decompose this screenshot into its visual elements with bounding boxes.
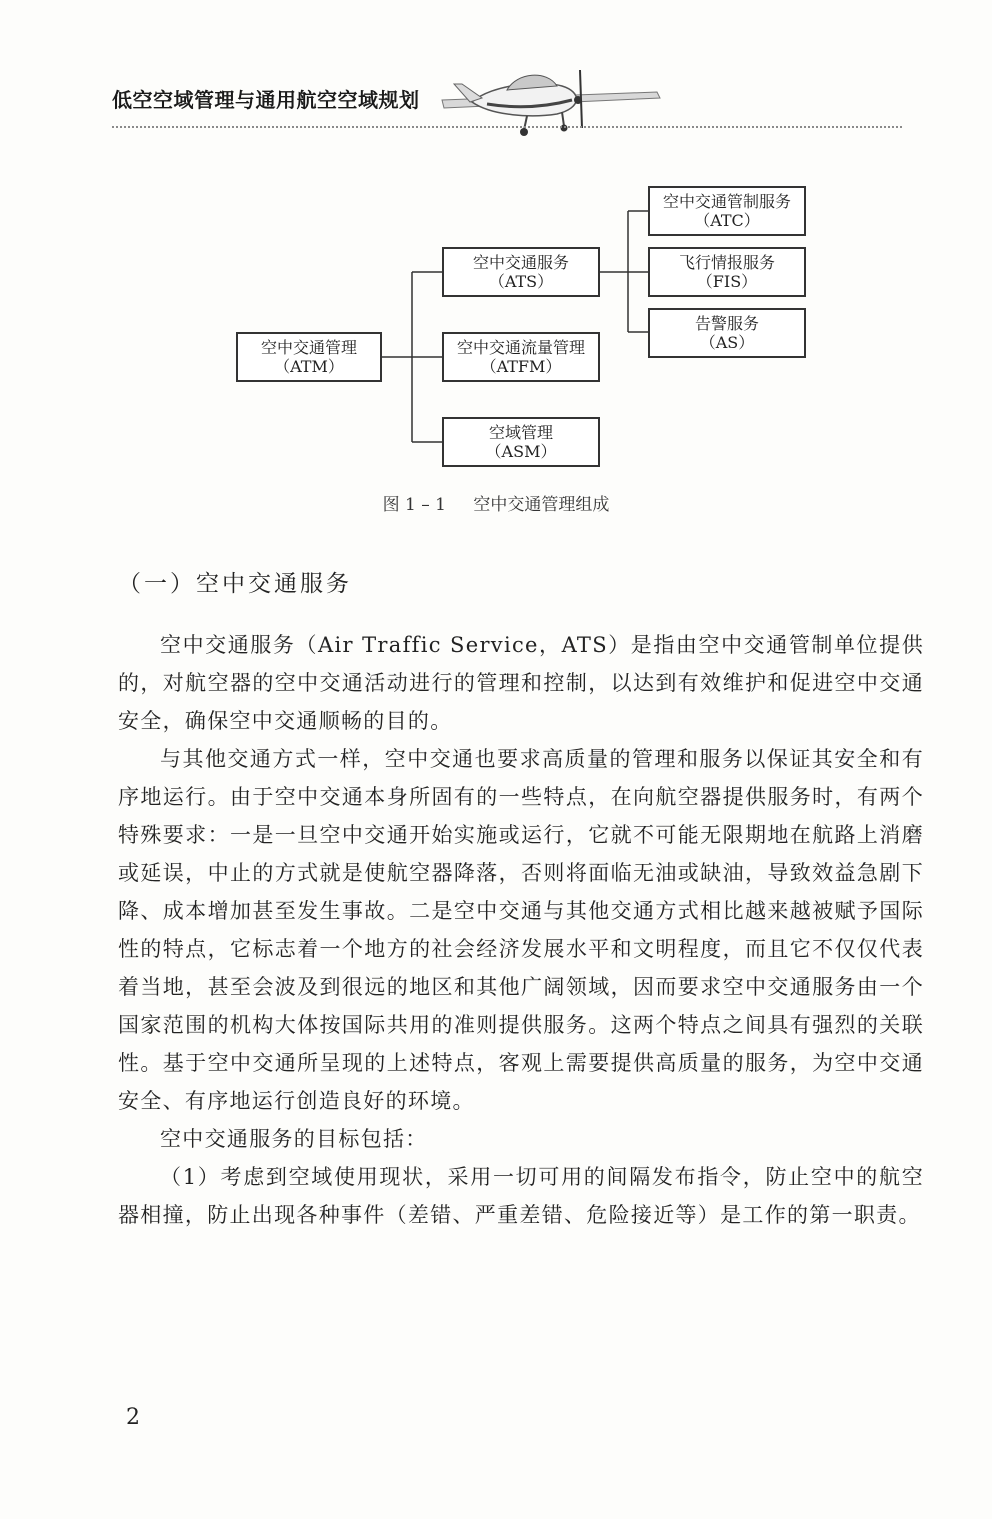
node-atc-name: 空中交通管制服务 <box>662 192 791 211</box>
node-atfm-abbr: （ATFM） <box>480 357 562 376</box>
paragraph: 空中交通服务的目标包括： <box>160 1127 428 1151</box>
section-heading: （一）空中交通服务 <box>118 571 352 597</box>
paragraph: （1）考虑到空域使用现状，采用一切可用的间隔发布指令，防止空中的航空器相撞，防止出现各种事件（差错、严重差错、危险接近等）是工作的第一职责。 <box>118 1165 924 1227</box>
node-ats-name: 空中交通服务 <box>472 253 569 272</box>
node-atfm <box>442 332 600 382</box>
node-asm-name: 空域管理 <box>488 423 553 442</box>
book-title: 低空空域管理与通用航空空域规划 <box>112 88 420 112</box>
page-number: 2 <box>126 1405 140 1430</box>
paragraph: 空中交通服务（Air Traffic Service，ATS）是指由空中交通管制单位提供的，对航空器的空中交通活动进行的管理和控制，以达到有效维护和促进空中交通安全，确保空中交通顺畅的目的。 <box>118 633 924 733</box>
node-as-name: 告警服务 <box>694 314 759 333</box>
node-atm-abbr: （ATM） <box>274 357 344 376</box>
atm-composition-diagram <box>230 180 820 500</box>
paragraph: 与其他交通方式一样，空中交通也要求高质量的管理和服务以保证其安全和有序地运行。由于空中交通本身所固有的一些特点，在向航空器提供服务时，有两个特殊要求：一是一旦空中交通开始实施或运行，它就不可能无限期地在航路上消磨或延误，中止的方式就是使航空器降落，否则将面临无油或缺油，导致效益急剧下降、成本增加甚至发生事故。二是空中交通与其他交通方式相比越来越被赋予国际性的特点，它标志着一个地方的社会经济发展水平和文明程度，而且它不仅仅代表着当地，甚至会波及到很远的地区和其他广阔领域，因而要求空中交通服务由一个国家范围的机构大体按国际共用的准则提供服务。这两个特点之间具有强烈的关联性。基于空中交通所呈现的上述特点，客观上需要提供高质量的服务，为空中交通安全、有序地运行创造良好的环境。 <box>118 747 924 1113</box>
node-atc <box>648 186 806 236</box>
node-as-abbr: （AS） <box>699 333 755 352</box>
node-as <box>648 308 806 358</box>
node-asm <box>442 417 600 467</box>
node-fis-name: 飞行情报服务 <box>678 253 775 272</box>
running-header <box>112 62 932 137</box>
node-asm-abbr: （ASM） <box>485 442 557 461</box>
node-atm <box>236 332 382 382</box>
figure-number: 图 1 – 1 <box>382 495 446 515</box>
body-text <box>118 626 924 1234</box>
node-ats-abbr: （ATS） <box>488 272 554 291</box>
node-atm-name: 空中交通管理 <box>260 338 357 357</box>
node-fis-abbr: （FIS） <box>696 272 758 291</box>
node-ats <box>442 247 600 297</box>
figure-caption <box>0 490 992 515</box>
node-fis <box>648 247 806 297</box>
figure-caption-text: 空中交通管理组成 <box>473 495 610 515</box>
node-atfm-name: 空中交通流量管理 <box>456 338 585 357</box>
header-rule <box>112 126 902 128</box>
node-atc-abbr: （ATC） <box>694 211 760 230</box>
